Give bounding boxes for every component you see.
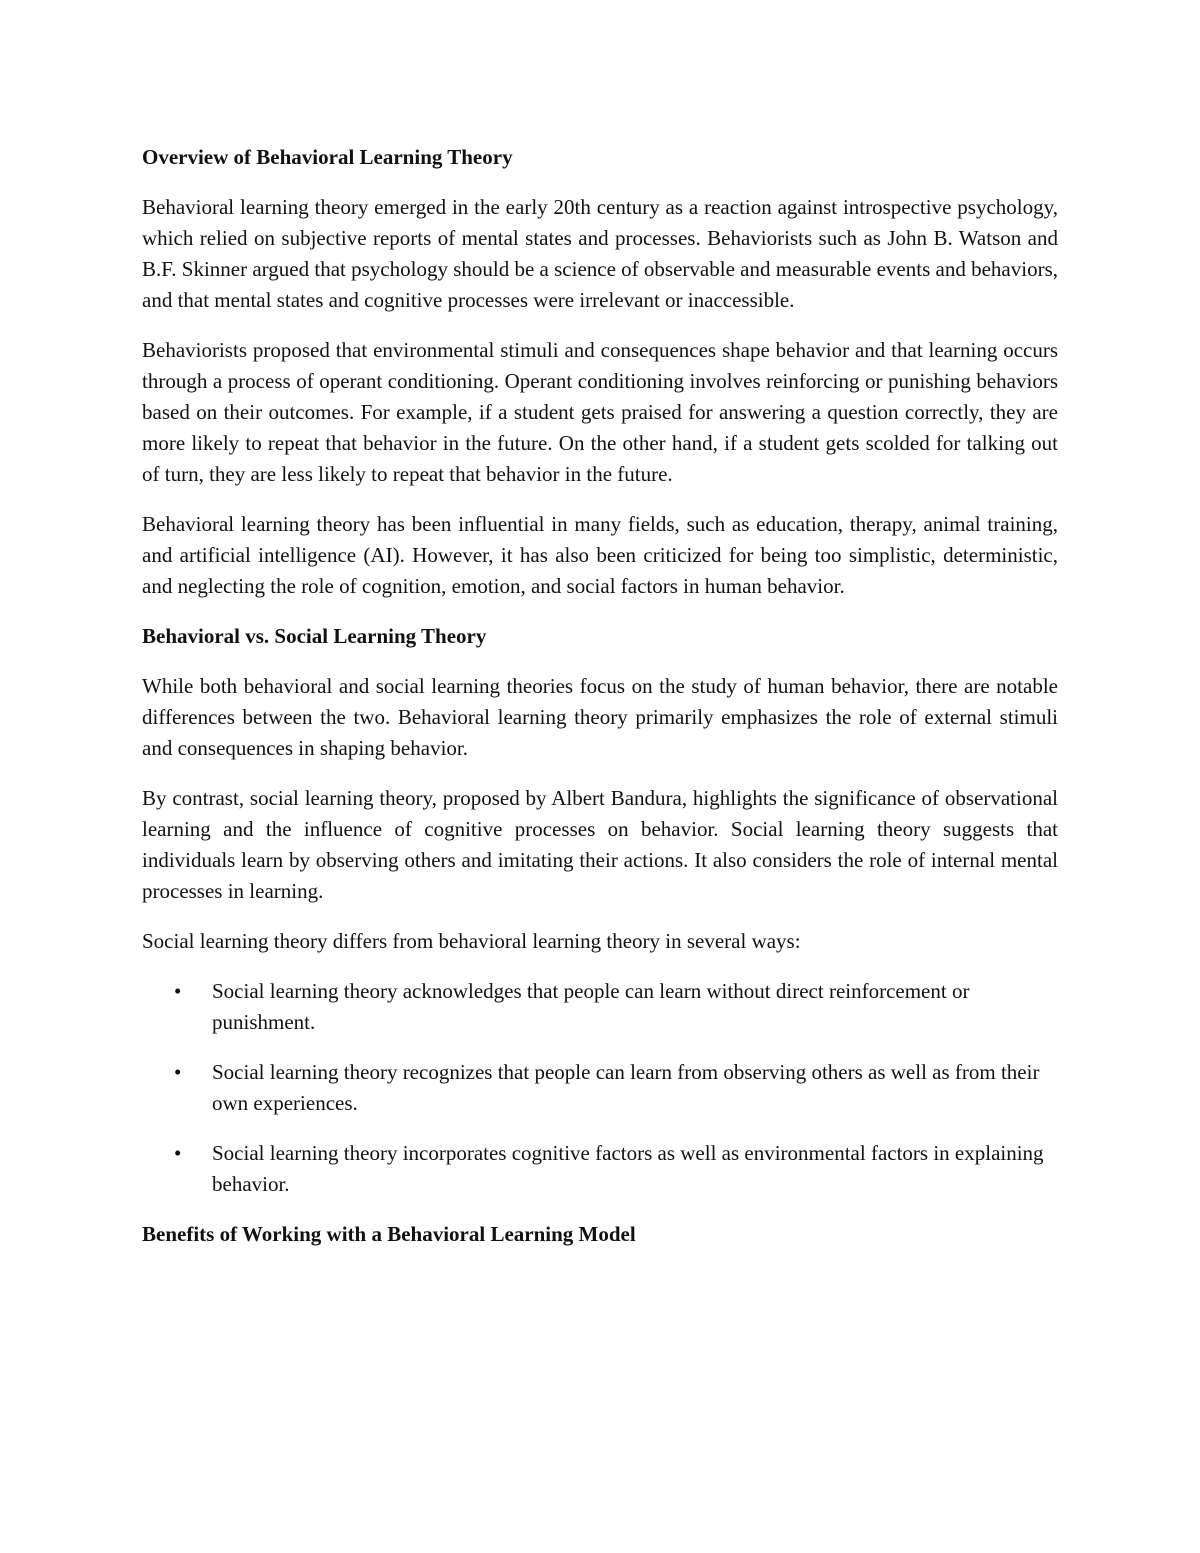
document-page	[142, 0, 1058, 1269]
paragraph-overview-2: Behaviorists proposed that environmental stimuli and consequences shape behavior and that learning occurs through a process of operant conditioning. Operant conditioning involves reinforcing or punishing behaviors based on their outcomes. For example, if a student gets praised for answering a question correctly, they are more likely to repeat that behavior in the future. On the other hand, if a student gets scolded for talking out of turn, they are less likely to repeat that behavior in the future.	[142, 338, 1058, 486]
list-item	[142, 1057, 1058, 1119]
differences-list	[142, 976, 1058, 1200]
bullet-icon: •	[174, 1060, 182, 1084]
paragraph-overview-3: Behavioral learning theory has been influential in many fields, such as education, therapy, animal training, and artificial intelligence (AI). However, it has also been criticized for being too simplistic, deterministic, and neglecting the role of cognition, emotion, and social factors in human behavior.	[142, 512, 1058, 598]
list-item-text: Social learning theory acknowledges that people can learn without direct reinforcement or punishment.	[212, 979, 970, 1034]
paragraph-overview-1: Behavioral learning theory emerged in the early 20th century as a reaction against introspective psychology, which relied on subjective reports of mental states and processes. Behaviorists such as John B. Watson and B.F. Skinner argued that psychology should be a science of observable and measurable events and behaviors, and that mental states and cognitive processes were irrelevant or inaccessible.	[142, 195, 1058, 312]
bullet-icon: •	[174, 1141, 182, 1165]
list-item-text: Social learning theory recognizes that people can learn from observing others as well as from their own experiences.	[212, 1060, 1040, 1115]
list-item	[142, 1138, 1058, 1200]
paragraph-comparison-3: Social learning theory differs from behavioral learning theory in several ways:	[142, 929, 801, 953]
heading-overview: Overview of Behavioral Learning Theory	[142, 145, 513, 169]
list-item	[142, 976, 1058, 1038]
bullet-icon: •	[174, 979, 182, 1003]
heading-comparison: Behavioral vs. Social Learning Theory	[142, 624, 487, 648]
list-item-text: Social learning theory incorporates cognitive factors as well as environmental factors in explaining behavior.	[212, 1141, 1044, 1196]
paragraph-comparison-1: While both behavioral and social learning theories focus on the study of human behavior, there are notable differences between the two. Behavioral learning theory primarily emphasizes the role of external stimuli and consequences in shaping behavior.	[142, 674, 1058, 760]
heading-benefits: Benefits of Working with a Behavioral Learning Model	[142, 1222, 636, 1246]
paragraph-comparison-2: By contrast, social learning theory, proposed by Albert Bandura, highlights the significance of observational learning and the influence of cognitive processes on behavior. Social learning theory suggests that individuals learn by observing others and imitating their actions. It also considers the role of internal mental processes in learning.	[142, 786, 1058, 903]
